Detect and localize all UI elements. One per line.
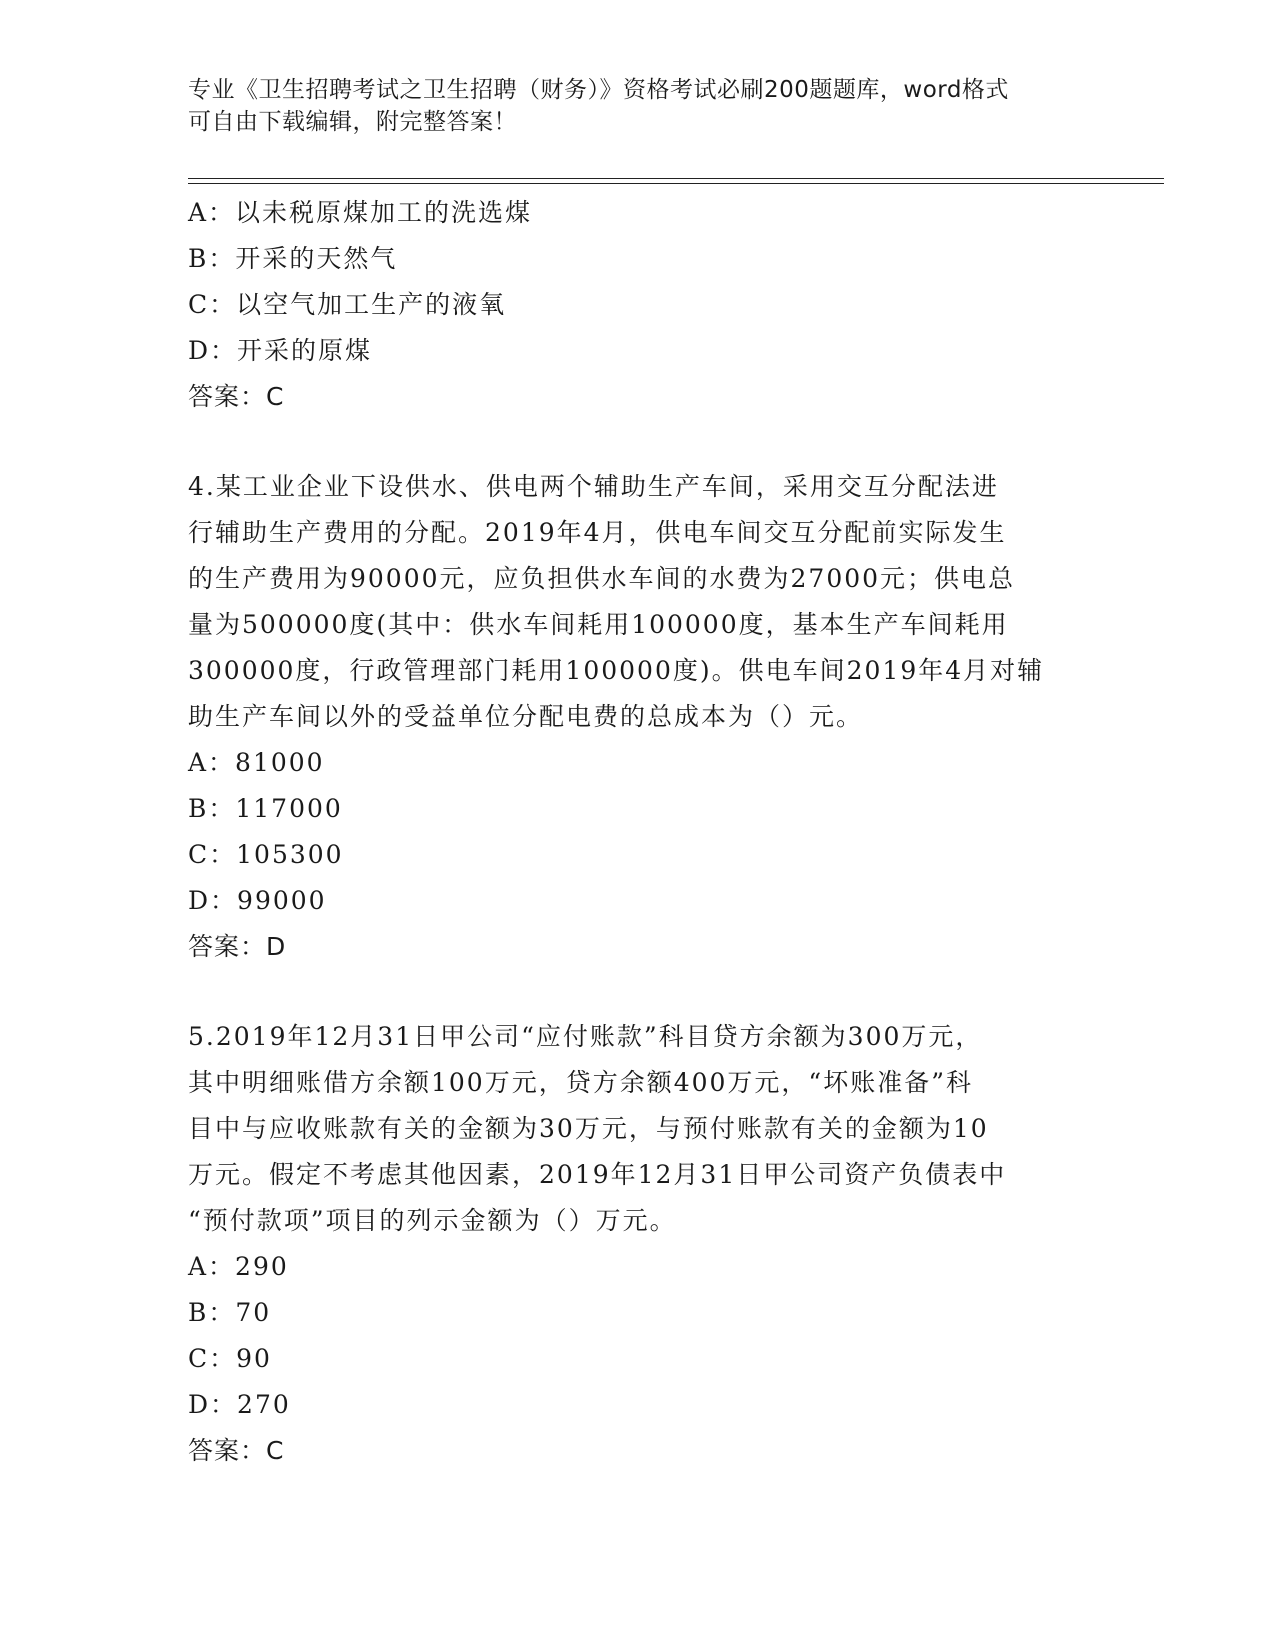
question-5-option-d: D：270 <box>188 1390 291 1419</box>
question-3-option-c: C：以空气加工生产的液氧 <box>188 290 507 319</box>
question-5-text-line: 5.2019年12月31日甲公司“应付账款”科目贷方余额为300万元， <box>188 1022 983 1051</box>
question-4-text-line: 300000度，行政管理部门耗用100000度)。供电车间2019年4月对辅 <box>188 656 1045 685</box>
question-4-option-d: D：99000 <box>188 886 327 915</box>
question-4-answer: 答案：D <box>188 932 287 961</box>
question-5-text-line: “预付款项”项目的列示金额为（）万元。 <box>188 1206 677 1235</box>
document-header <box>188 74 1078 138</box>
question-4-option-b: B：117000 <box>188 794 343 823</box>
question-3-option-d: D：开采的原煤 <box>188 336 373 365</box>
question-4-text-line: 量为500000度(其中：供水车间耗用100000度，基本生产车间耗用 <box>188 610 1009 639</box>
question-5-option-a: A：290 <box>188 1252 289 1281</box>
question-3-answer: 答案：C <box>188 382 285 411</box>
question-5-answer: 答案：C <box>188 1436 285 1465</box>
question-3 <box>188 190 1088 420</box>
question-5 <box>188 1014 1088 1474</box>
header-title-line-2: 可自由下载编辑，附完整答案！ <box>188 109 517 135</box>
question-content <box>188 190 1088 1474</box>
question-5-text-line: 其中明细账借方余额100万元，贷方余额400万元，“坏账准备”科 <box>188 1068 973 1097</box>
question-4-option-a: A：81000 <box>188 748 325 777</box>
header-title-line-1: 专业《卫生招聘考试之卫生招聘（财务）》资格考试必刷200题题库，word格式 <box>188 77 1009 103</box>
question-4-text-line: 4.某工业企业下设供水、供电两个辅助生产车间，采用交互分配法进 <box>188 472 999 501</box>
question-3-option-b: B：开采的天然气 <box>188 244 398 273</box>
header-divider-bottom <box>188 183 1164 184</box>
question-4-text-line: 行辅助生产费用的分配。2019年4月，供电车间交互分配前实际发生 <box>188 518 1007 547</box>
header-divider-top <box>188 178 1164 179</box>
question-3-option-a: A：以未税原煤加工的洗选煤 <box>188 198 533 227</box>
question-5-option-b: B：70 <box>188 1298 272 1327</box>
question-4 <box>188 464 1088 970</box>
question-5-text-line: 目中与应收账款有关的金额为30万元，与预付账款有关的金额为10 <box>188 1114 989 1143</box>
question-4-text-line: 助生产车间以外的受益单位分配电费的总成本为（）元。 <box>188 702 864 731</box>
question-5-text-line: 万元。假定不考虑其他因素，2019年12月31日甲公司资产负债表中 <box>188 1160 1007 1189</box>
question-4-text-line: 的生产费用为90000元，应负担供水车间的水费为27000元；供电总 <box>188 564 1016 593</box>
question-4-option-c: C：105300 <box>188 840 344 869</box>
question-5-option-c: C：90 <box>188 1344 272 1373</box>
